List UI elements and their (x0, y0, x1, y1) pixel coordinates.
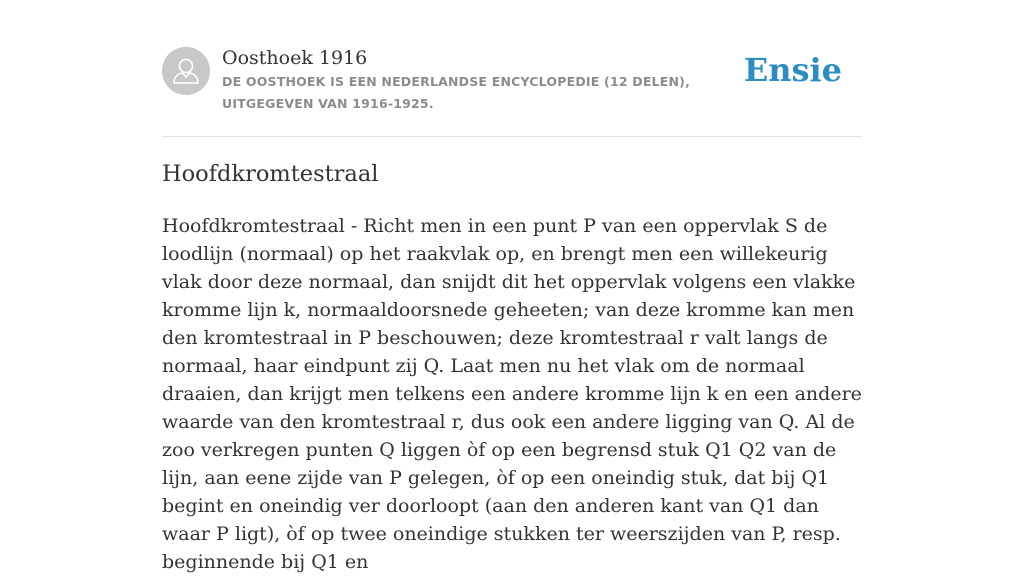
brand-logo[interactable]: Ensie (743, 51, 842, 89)
user-silhouette-icon (162, 47, 210, 95)
article-body: Hoofdkromtestraal - Richt men in een punt P van een oppervlak S de loodlijn (normaal) op het raakvlak op, en brengt men een willekeurig vlak door deze normaal, dan snijdt dit het oppervlak volgens een vlakke kromme lijn k, normaaldoorsnede geheeten; van deze kromme kan men den kromtestraal in P beschouwen; deze kromtestraal r valt langs de normaal, haar eindpunt zij Q. Laat men nu het vlak om de normaal draaien, dan krijgt men telkens een andere kromme lijn k en een andere waarde van den kromtestraal r, dus ook een andere ligging van Q. Al de zoo verkregen punten Q liggen òf op een begrensd stuk Q1 Q2 van de lijn, aan eene zijde van P gelegen, òf op een oneindig stuk, dat bij Q1 begint en oneindig ver doorloopt (aan den anderen kant van Q1 dan waar P ligt), òf op twee oneindige stukken ter weerszijden van P, resp. beginnende bij Q1 en (162, 215, 862, 573)
article-title: Hoofdkromtestraal (162, 161, 379, 187)
source-name[interactable]: Oosthoek 1916 (222, 47, 368, 69)
source-header (162, 44, 862, 137)
avatar[interactable] (162, 47, 210, 95)
source-description: DE OOSTHOEK IS EEN NEDERLANDSE ENCYCLOPEDIE (12 DELEN), UITGEGEVEN VAN 1916-1925. (222, 74, 691, 111)
